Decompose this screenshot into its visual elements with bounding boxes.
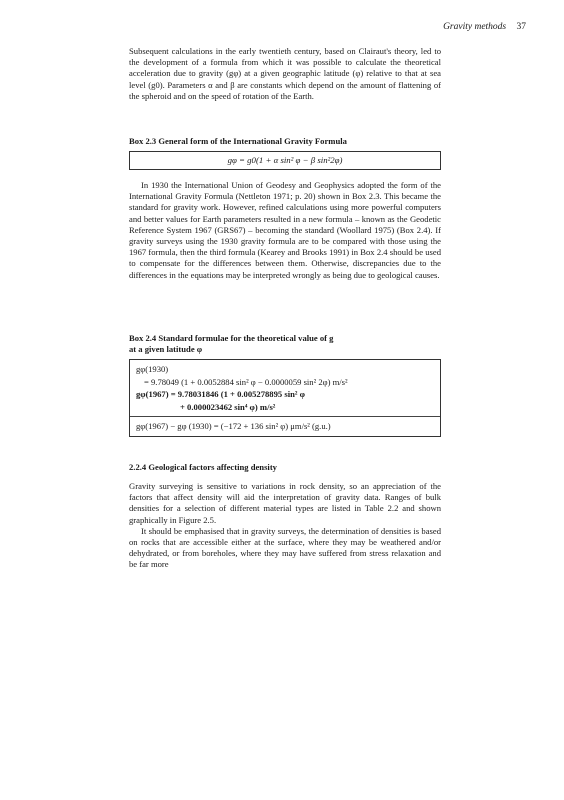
running-head: Gravity methods: [443, 22, 507, 32]
formula-1930: = 9.78049 (1 + 0.0052884 sin² φ − 0.0000059 sin² 2φ) m/s²: [144, 376, 348, 387]
box-2-4-heading: [129, 333, 441, 355]
density-paragraph-2: It should be emphasised that in gravity surveys, the determination of densities is based on rocks that are accessible either at the surface, where they may be weathered and/or dehydrated, or from boreholes, where they may have suffered from stress relaxation and be far more: [129, 525, 441, 570]
intro-paragraph: Subsequent calculations in the early twentieth century, based on Clairaut's theory, led to the development of a formula from which it was possible to calculate the theoretical acceleration due to gravity (gφ) at a given geographic latitude (φ) relative to that at sea level (g0). Parameters α and β are constants which depend on the amount of flattening of the spheroid and on the speed of rotation of the Earth.: [129, 46, 441, 101]
section-2-2-4: [129, 462, 441, 473]
page-number: 37: [516, 22, 526, 32]
formula-1967-line2: + 0.000023462 sin⁴ φ) m/s²: [180, 401, 276, 412]
box-2-3-heading: [129, 136, 441, 147]
box-2-4-title-line2: at a given latitude φ: [129, 344, 203, 354]
page-header: [443, 22, 526, 32]
international-gravity-formula: gφ = g0(1 + α sin² φ − β sin²2φ): [227, 155, 343, 165]
density-paragraph-block: [129, 481, 441, 571]
density-paragraph-1: Gravity surveying is sensitive to variations in rock density, so an appreciation of the factors that affect density will aid the interpretation of gravity data. Ranges of bulk densities for a selection of different material types are listed in Table 2.2 and shown graphically in Figure 2.5.: [129, 481, 441, 525]
intro-paragraph-block: [129, 46, 441, 102]
section-title: 2.2.4 Geological factors affecting density: [129, 462, 277, 472]
history-paragraph: In 1930 the International Union of Geodesy and Geophysics adopted the form of the International Gravity Formula (Nettleton 1971; p. 20) shown in Box 2.3. This became the standard for gravity work. However, refined calculations using more powerful computers and better values for Earth parameters resulted in a new formula – known as the Geodetic Reference System 1967 (GRS67) – becoming the standard (Woollard 1975) (Box 2.4). If gravity surveys using the 1930 gravity formula are to be compared with those using the 1967 formula, then the third formula (Kearey and Brooks 1991) in Box 2.4 should be used to compensate for the differences between them. Otherwise, discrepancies due to the differences in the equations may be interpreted wrongly as being due to geological causes.: [129, 180, 441, 280]
formula-1930-label: gφ(1930): [136, 364, 169, 374]
box-2-3-formula-box: [129, 151, 441, 170]
formula-difference: gφ(1967) − gφ (1930) = (−172 + 136 sin² φ) μm/s² (g.u.): [130, 416, 440, 433]
formula-1967-line1: gφ(1967) = 9.78031846 (1 + 0.005278895 sin² φ: [136, 389, 305, 399]
box-2-4-formula-box: [129, 359, 441, 437]
box-2-3-title: Box 2.3 General form of the International Gravity Formula: [129, 136, 347, 146]
history-paragraph-block: [129, 180, 441, 281]
box-2-4-title-line1: Box 2.4 Standard formulae for the theoretical value of g: [129, 333, 334, 343]
